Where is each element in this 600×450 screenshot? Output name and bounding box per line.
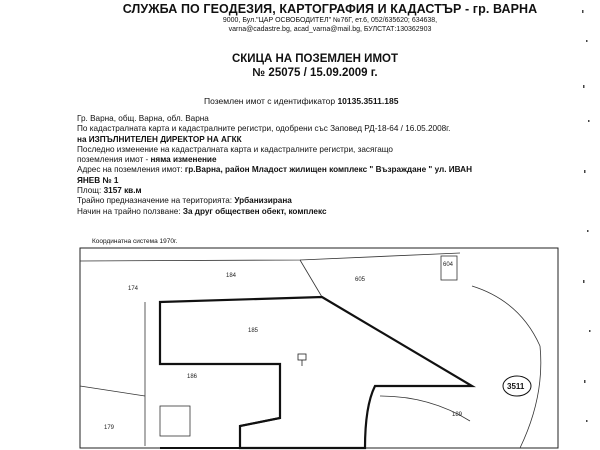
purpose-line (77, 196, 577, 206)
building-outline (160, 406, 190, 436)
document-title-block (150, 52, 480, 80)
last-change-value: няма изменение (150, 155, 217, 165)
parcel-label-189: 189 (452, 412, 463, 418)
boundary-184-605 (300, 260, 322, 297)
location-line: Гр. Варна, общ. Варна, обл. Варна (77, 114, 209, 123)
parcel-label-174: 174 (128, 286, 139, 292)
parcel-label-184: 184 (226, 273, 237, 279)
region-number: 3511 (507, 382, 525, 391)
area-line (77, 186, 577, 196)
agency-header (90, 2, 570, 34)
area-value: 3157 кв.м (103, 186, 142, 196)
parcel-label-604: 604 (443, 262, 454, 268)
coordinate-system-label: Координатна система 1970г. (92, 238, 178, 245)
map-frame (80, 248, 558, 448)
area-label: Площ: (77, 186, 104, 196)
cadastral-map (0, 246, 600, 450)
address-label: Адрес на поземления имот: (77, 165, 185, 175)
document-title: СКИЦА НА ПОЗЕМЛЕН ИМОТ (231, 53, 398, 65)
last-change-line-2 (77, 155, 577, 165)
usage-line (77, 207, 577, 217)
parcel-604-outline (441, 256, 457, 280)
boundary-east-curve (472, 286, 541, 448)
usage-value: За друг обществен обект, комплекс (182, 206, 327, 216)
neighbour-boundaries (80, 253, 541, 448)
parcel-label-185: 185 (248, 328, 259, 334)
parcel-label-179: 179 (104, 425, 115, 431)
scan-noise (578, 0, 598, 450)
address-line-1 (77, 165, 577, 175)
usage-label: Начин на трайно ползване: (77, 206, 183, 216)
parcel-185-boundary (160, 297, 472, 448)
purpose-label: Трайно предназначение на територията: (77, 196, 235, 206)
last-change-line-1: Последно изменение на кадастралната карта и кадастралните регистри, засягащо (77, 144, 393, 154)
parcel-details (77, 114, 577, 217)
boundary-179 (80, 386, 145, 396)
boundary-north (80, 253, 460, 261)
approval-line: По кадастралната карта и кадастралните регистри, одобрени със Заповед РД-18-64 / 16.05.2008г. (77, 124, 451, 134)
parcel-label-186: 186 (187, 374, 198, 380)
agency-address: 9000, Бул."ЦАР ОСВОБОДИТЕЛ" №76Г, ет.6, 052/635620; 634638, (222, 17, 438, 24)
identifier-label: Поземлен имот с идентификатор (204, 96, 336, 106)
parcel-identifier (204, 96, 398, 106)
approval-by-line: на ИЗПЪЛНИТЕЛЕН ДИРЕКТОР НА АГКК (77, 134, 242, 144)
identifier-value: 10135.3511.185 (337, 96, 399, 106)
document-number: № 25075 / 15.09.2009 г. (252, 67, 378, 79)
last-change-prefix: поземления имот - (77, 155, 151, 165)
agency-name: СЛУЖБА ПО ГЕОДЕЗИЯ, КАРТОГРАФИЯ И КАДАСТЪР - гр. ВАРНА (122, 2, 538, 16)
purpose-value: Урбанизирана (234, 196, 292, 206)
address-value-1: гр.Варна, район Младост жилищен комплекс " Възраждане " ул. ИВАН (184, 165, 472, 175)
building-symbol (298, 354, 306, 366)
parcel-label-605: 605 (355, 277, 366, 283)
agency-contacts: varna@cadastre.bg, acad_varna@mail.bg, БУЛСТАТ:130362903 (228, 26, 432, 33)
address-value-2: ЯНЕВ № 1 (77, 175, 119, 185)
